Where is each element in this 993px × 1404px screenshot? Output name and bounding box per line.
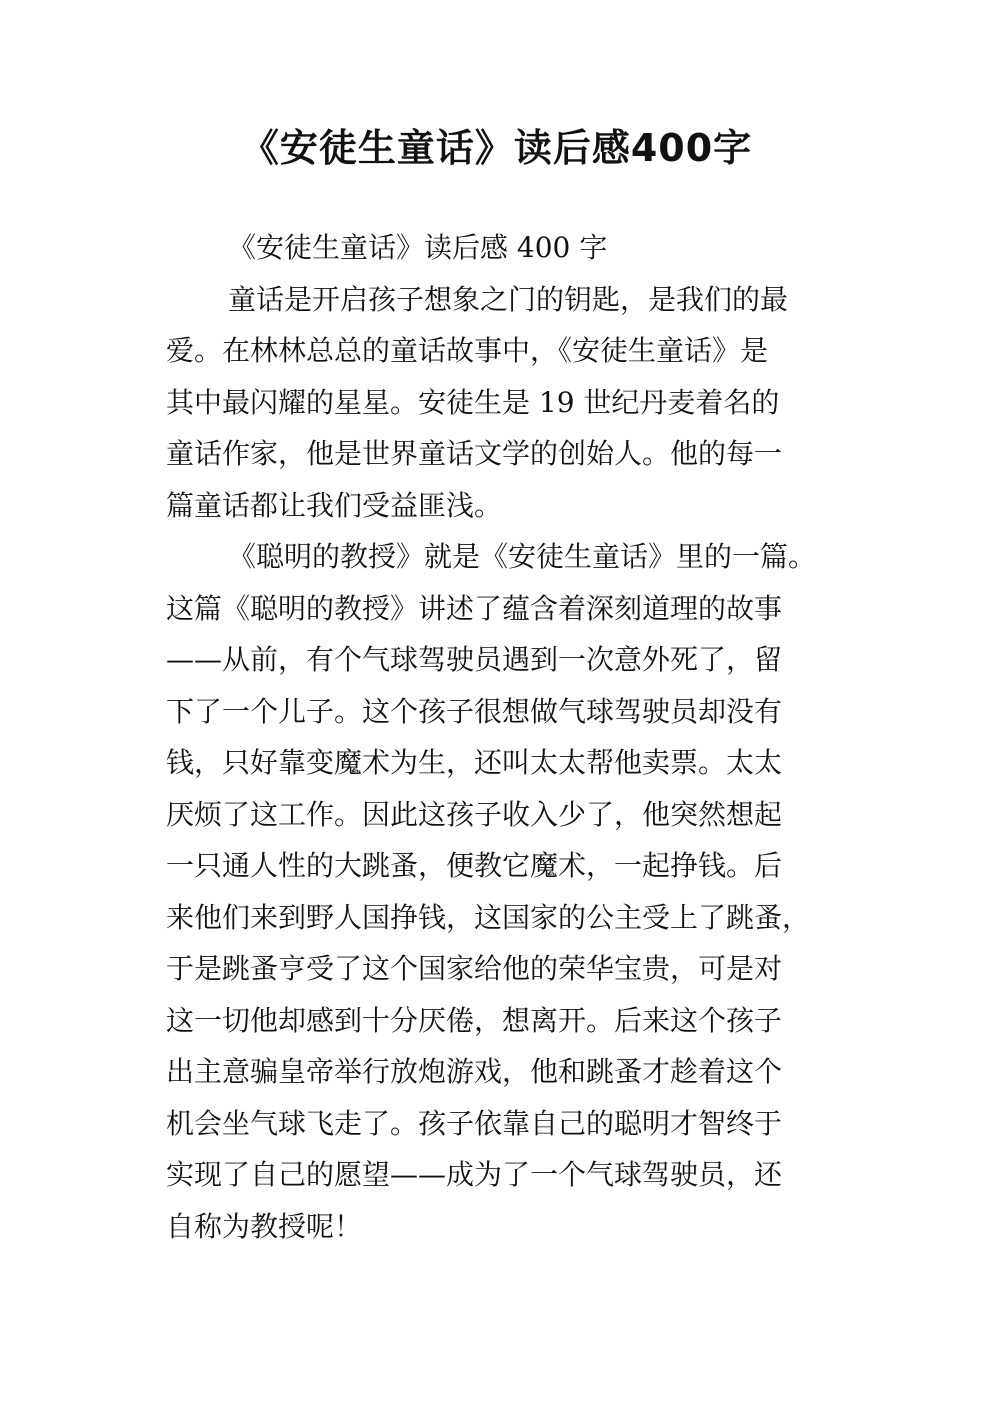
article-body	[166, 222, 836, 1252]
paragraph-line: 童话作家，他是世界童话文学的创始人。他的每一	[166, 437, 783, 470]
paragraph-line: 厌烦了这工作。因此这孩子收入少了，他突然想起	[166, 797, 783, 831]
paragraph-line: 于是跳蚤亨受了这个国家给他的荣华宝贵，可是对	[166, 952, 783, 985]
paragraph-line: 《聪明的教授》就是《安徒生童话》里的一篇。	[228, 540, 817, 573]
paragraph-line: 其中最闪耀的星星。安徒生是 19 世纪丹麦着名的	[166, 385, 780, 419]
paragraph-line: 童话是开启孩子想象之门的钥匙，是我们的最	[228, 282, 789, 316]
paragraph-1	[166, 274, 836, 532]
subtitle-line	[166, 222, 836, 274]
paragraph-line: 下了一个儿子。这个孩子很想做气球驾驶员却没有	[166, 694, 783, 728]
paragraph-line: 一只通人性的大跳蚤，便教它魔术，一起挣钱。后	[166, 849, 783, 882]
paragraph-line: 钱，只好靠变魔术为生，还叫太太帮他卖票。太太	[166, 746, 783, 779]
paragraph-line: 自称为教授呢！	[166, 1209, 363, 1243]
page-title: 《安徒生童话》读后感400字	[240, 126, 753, 170]
paragraph-line: 这一切他却感到十分厌倦，想离开。后来这个孩子	[166, 1003, 783, 1037]
paragraph-2	[166, 531, 836, 1252]
paragraph-line: ——从前，有个气球驾驶员遇到一次意外死了，留	[166, 643, 783, 676]
paragraph-line: 爱。在林林总总的童话故事中，《安徒生童话》是	[166, 334, 769, 367]
paragraph-line: 篇童话都让我们受益匪浅。	[166, 488, 503, 522]
paragraph-line: 这篇《聪明的教授》讲述了蕴含着深刻道理的故事	[166, 591, 783, 625]
paragraph-line: 机会坐气球飞走了。孩子依靠自己的聪明才智终于	[166, 1106, 783, 1140]
subtitle-text: 《安徒生童话》读后感 400 字	[228, 231, 608, 264]
paragraph-line: 实现了自己的愿望——成为了一个气球驾驶员，还	[166, 1158, 783, 1191]
paragraph-line: 来他们来到野人国挣钱，这国家的公主受上了跳蚤，	[166, 900, 811, 934]
paragraph-line: 出主意骗皇帝举行放炮游戏，他和跳蚤才趁着这个	[166, 1055, 783, 1088]
